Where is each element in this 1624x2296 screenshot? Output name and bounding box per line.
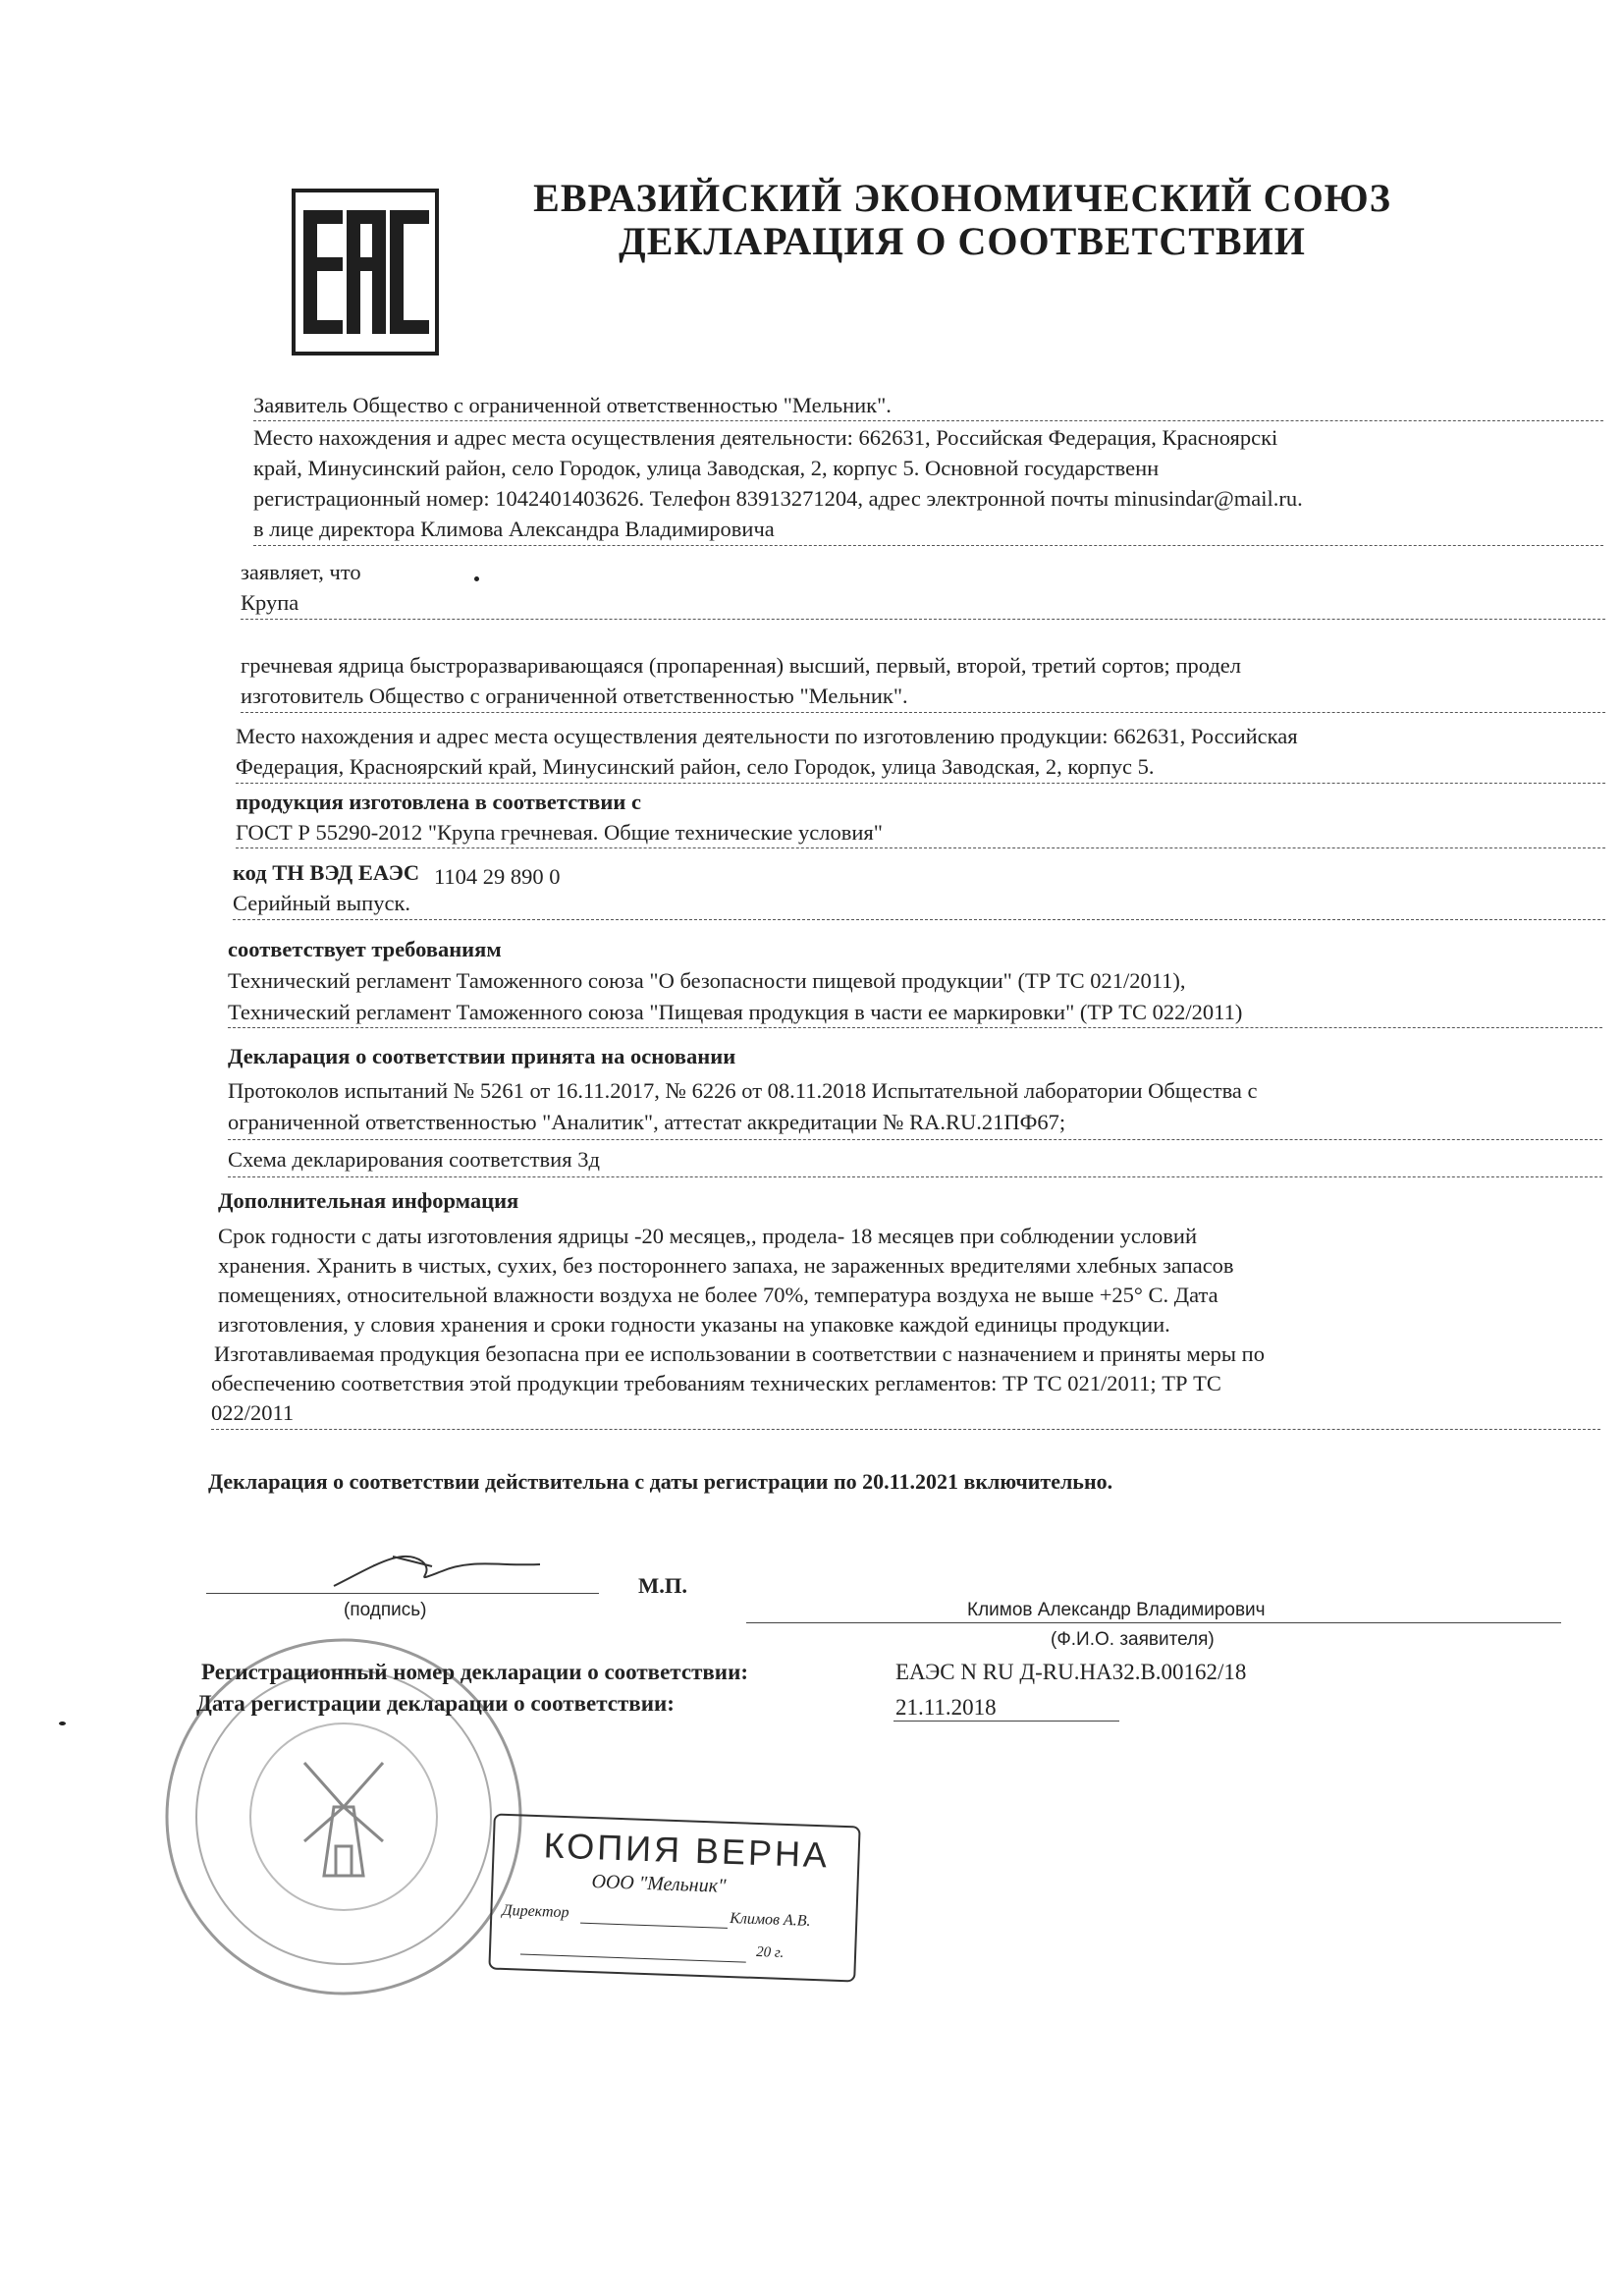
stamp-place-label: М.П. [638, 1573, 687, 1598]
registration-date-label: Дата регистрации декларации о соответствии: [196, 1691, 675, 1716]
rule [228, 1139, 1602, 1140]
stamp-organization: ООО "Мельник" [591, 1871, 727, 1897]
copy-verified-stamp [488, 1814, 860, 1983]
rule [241, 619, 1605, 620]
date-underline [893, 1721, 1119, 1722]
ink-dot [474, 576, 479, 581]
rule [236, 783, 1605, 784]
applicant-director-line: в лице директора Климова Александра Владимировича [253, 517, 775, 541]
basis-line: Протоколов испытаний № 5261 от 16.11.2017, № 6226 от 08.11.2018 Испытательной лаборатории Общества с [228, 1078, 1258, 1103]
stamp-title: КОПИЯ ВЕРНА [543, 1825, 831, 1876]
signature-caption: (подпись) [344, 1600, 427, 1620]
rule [228, 1027, 1602, 1028]
tn-ved-code: 1104 29 890 0 [434, 864, 561, 889]
additional-info-line: обеспечению соответствия этой продукции требованиям технических регламентов: ТР ТС 021/2011; ТР ТС [211, 1371, 1221, 1395]
product-name: Крупа [241, 590, 299, 615]
ink-mark [59, 1722, 66, 1725]
handwritten-signature [314, 1527, 550, 1606]
stamp-year-suffix: г. [774, 1944, 785, 1961]
rule [228, 1176, 1602, 1177]
rule [233, 919, 1605, 920]
additional-info-heading: Дополнительная информация [218, 1188, 519, 1213]
manufacturer-address-line: Место нахождения и адрес места осуществления деятельности по изготовлению продукции: 662631, Российская [236, 724, 1298, 748]
requirement-line: Технический регламент Таможенного союза "Пищевая продукция в части ее маркировки" (ТР ТС 022/2011) [228, 1000, 1243, 1024]
additional-info-line: Срок годности с даты изготовления ядрицы -20 месяцев,, продела- 18 месяцев при соблюдении условий [218, 1224, 1197, 1248]
union-title: ЕВРАЗИЙСКИЙ ЭКОНОМИЧЕСКИЙ СОЮЗ [533, 176, 1391, 220]
made-in-accordance-label: продукция изготовлена в соответствии с [236, 790, 641, 814]
name-line [746, 1622, 1561, 1623]
basis-line: ограниченной ответственностью "Аналитик", аттестат аккредитации № RA.RU.21ПФ67; [228, 1110, 1066, 1134]
applicant-line: Заявитель Общество с ограниченной ответственностью "Мельник". [253, 393, 892, 417]
rule [253, 420, 1603, 421]
rule [236, 847, 1605, 848]
registration-number-label: Регистрационный номер декларации о соответствии: [201, 1660, 748, 1684]
stamp-year-value: 20 [755, 1943, 772, 1961]
stamp-year [756, 1944, 785, 1962]
applicant-address-line: край, Минусинский район, село Городок, улица Заводская, 2, корпус 5. Основной государственн [253, 456, 1160, 480]
rule [241, 712, 1605, 713]
applicant-address-line: Место нахождения и адрес места осуществления деятельности: 662631, Российская Федерация, Красноярскі [253, 425, 1278, 450]
additional-info-line: изготовления, у словия хранения и сроки годности указаны на упаковке каждой единицы продукции. [218, 1312, 1170, 1337]
registration-number-value: ЕАЭС N RU Д-RU.НА32.В.00162/18 [895, 1660, 1247, 1684]
additional-info-line: помещениях, относительной влажности воздуха не более 70%, температура воздуха не выше +25° С. Дата [218, 1283, 1218, 1307]
signature-line [206, 1593, 599, 1594]
round-seal [157, 1630, 530, 2003]
additional-info-line: 022/2011 [211, 1400, 295, 1425]
stamp-line [520, 1954, 746, 1963]
product-description: гречневая ядрица быстроразваривающаяся (пропаренная) высший, первый, второй, третий сортов; продел [241, 653, 1241, 678]
rule [253, 545, 1603, 546]
serial-release: Серийный выпуск. [233, 891, 410, 915]
manufacturer-address-line: Федерация, Красноярский край, Минусинский район, село Городок, улица Заводская, 2, корпус 5. [236, 754, 1155, 779]
additional-info-line: хранения. Хранить в чистых, сухих, без постороннего запаха, не зараженных вредителями хлебных запасов [218, 1253, 1234, 1278]
requirements-heading: соответствует требованиям [228, 937, 502, 961]
applicant-name: Климов Александр Владимирович [967, 1600, 1266, 1620]
stamp-director-label: Директор [502, 1901, 569, 1922]
declaration-scheme: Схема декларирования соответствия 3д [228, 1147, 600, 1172]
registration-date-value: 21.11.2018 [895, 1695, 997, 1720]
declares-text: заявляет, что [241, 560, 361, 584]
gost-standard: ГОСТ Р 55290-2012 "Крупа гречневая. Общие технические условия" [236, 820, 883, 845]
stamp-line [580, 1923, 728, 1929]
manufacturer-line: изготовитель Общество с ограниченной ответственностью "Мельник". [241, 683, 908, 708]
basis-heading: Декларация о соответствии принята на основании [228, 1044, 736, 1068]
name-caption: (Ф.И.О. заявителя) [1051, 1629, 1215, 1650]
validity-statement: Декларация о соответствии действительна с даты регистрации по 20.11.2021 включительно. [208, 1469, 1113, 1494]
eac-logo [292, 189, 439, 355]
tn-ved-label: код ТН ВЭД ЕАЭС [233, 860, 420, 885]
additional-info-line: Изготавливаемая продукция безопасна при ее использовании в соответствии с назначением и приняты меры по [214, 1341, 1265, 1366]
stamp-director-name: Климов А.В. [730, 1909, 811, 1930]
requirement-line: Технический регламент Таможенного союза "О безопасности пищевой продукции" (ТР ТС 021/2011), [228, 968, 1186, 993]
rule [211, 1429, 1600, 1430]
applicant-registration-line: регистрационный номер: 1042401403626. Телефон 83913271204, адрес электронной почты minusindar@mail.ru. [253, 486, 1303, 511]
declaration-title: ДЕКЛАРАЦИЯ О СООТВЕТСТВИИ [619, 219, 1306, 263]
